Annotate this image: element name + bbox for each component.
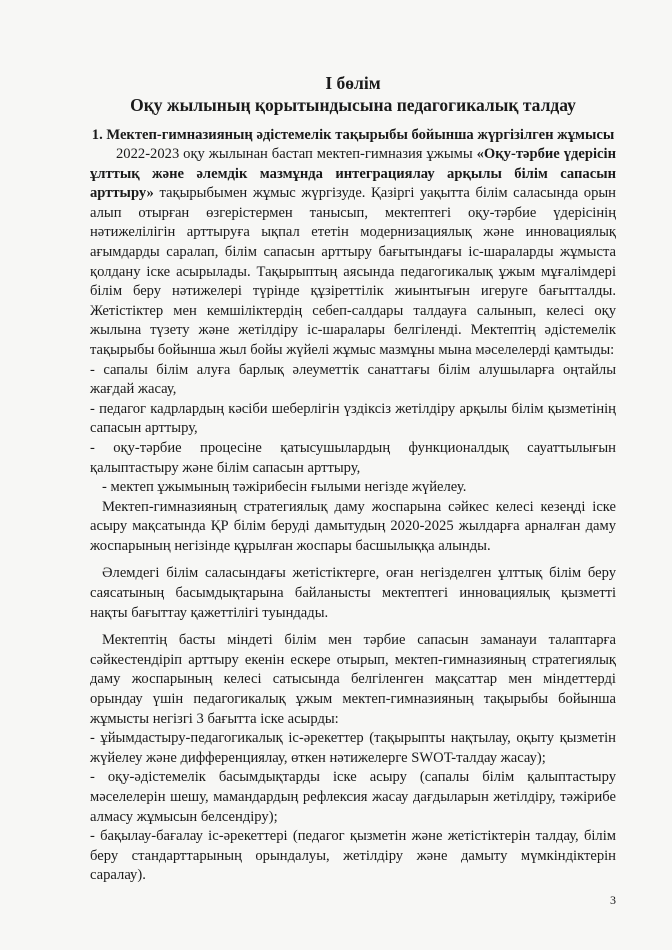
list-item: - мектеп ұжымының тәжірибесін ғылыми негізде жүйелеу.: [102, 479, 467, 496]
list-item: - оқу-әдістемелік басымдықтарды іске асыру (сапалы білім қалыптастыру мәселелерін шешу, мамандардың рефлексия жасау дағдыларын жетілдіру, тәжірибе алмасу жұмысын белсендіру);: [90, 769, 616, 825]
list-item: - сапалы білім алуға барлық әлеуметтік санаттағы білім алушыларға оңтайлы жағдай жасау,: [90, 361, 616, 398]
list-item: - оқу-тәрбие процесіне қатысушылардың функционалдық сауаттылығын қалыптастыру және білім сапасын арттыру,: [90, 439, 616, 476]
intro-lead: 2022-2023 оқу жылынан бастап мектеп-гимназия ұжымы: [116, 146, 477, 162]
main-task-paragraph: Мектептің басты міндеті білім мен тәрбие сапасын заманауи талаптарға сәйкестендіріп арттыру екенін ескере отырып, мектеп-гимназияның стратегиялық даму жоспарының келесі сатысында белгіленген мақсаттар мен міндеттерді орындау үшін педагогикалық ұжым мектеп-гимназияның тақырыбы бойынша жұмысты негізгі 3 бағытта іске асырды:: [90, 632, 616, 727]
part-heading: I бөлім: [325, 73, 381, 93]
list-item: - ұйымдастыру-педагогикалық іс-әрекеттер (тақырыпты нақтылау, оқыту қызметін жүйелеу және дифференциялау, өткен нәтижелерге SWOT-талдау жасау);: [90, 730, 616, 766]
methodical-topic: «Оқу-тәрбие үдерісін ұлттық және әлемдік мазмұнда интеграциялау арқылы білім сапасын арттыру»: [90, 146, 616, 202]
section-title: 1. Мектеп-гимназияның әдістемелік тақырыбы бойынша жүргізілген жұмысы: [91, 127, 615, 143]
page-number: 3: [610, 893, 616, 907]
intro-paragraph: [90, 145, 616, 361]
list-item: - бақылау-бағалау іс-әрекеттері (педагог қызметін және жетістіктерін талдау, білім беру стандарттарының орындалуы, жетілдіру және дамыту мүмкіндіктерін саралау).: [90, 828, 616, 884]
strategy-paragraph: Мектеп-гимназияның стратегиялық даму жоспарына сәйкес келесі кезеңді іске асыру мақсатында ҚР білім беруді дамытудың 2020-2025 жылдарға арналған даму жоспарының негізінде құрылған жоспары басшылыққа алынды.: [90, 498, 616, 554]
innovation-paragraph: Әлемдегі білім саласындағы жетістіктерге, оған негізделген ұлттық білім беру саясатының басымдықтарына байланысты мектептегі инновациялық қызметті нақты бағыттау қажеттілігі туындады.: [90, 565, 616, 621]
list-item: - педагог кадрлардың кәсіби шеберлігін үздіксіз жетілдіру арқылы білім қызметінің сапасын арттыру,: [90, 400, 616, 437]
intro-rest: тақырыбымен жұмыс жүргізуде. Қазіргі уақытта білім саласында орын алып отырған өзгерістермен танысып, мектептегі оқу-тәрбие үдерісінің нәтижелілігін арттыруға ықпал ететін модернизациялық және инновациялық ағымдарды саралап, білім сапасын арттыру бағытындағы іс-шараларды жұмыста қолдану іске асырылады. Тақырыптың аясында педагогикалық ұжым мұғалімдері білім беру нәтижелері түрінде құзіреттілік жиынтығын игеруге бағытталды. Жетістіктер мен кемшіліктердің себеп-салдары талдауға салынып, келесі оқу жылына түзету және жетілдіру іс-шаралары белгіленді. Мектептің әдістемелік тақырыбы бойынша жыл бойы жүйелі жұмыс мазмұны мына мәселелерді қамтыды:: [90, 185, 616, 358]
part-title: Оқу жылының қорытындысына педагогикалық талдау: [130, 95, 576, 115]
